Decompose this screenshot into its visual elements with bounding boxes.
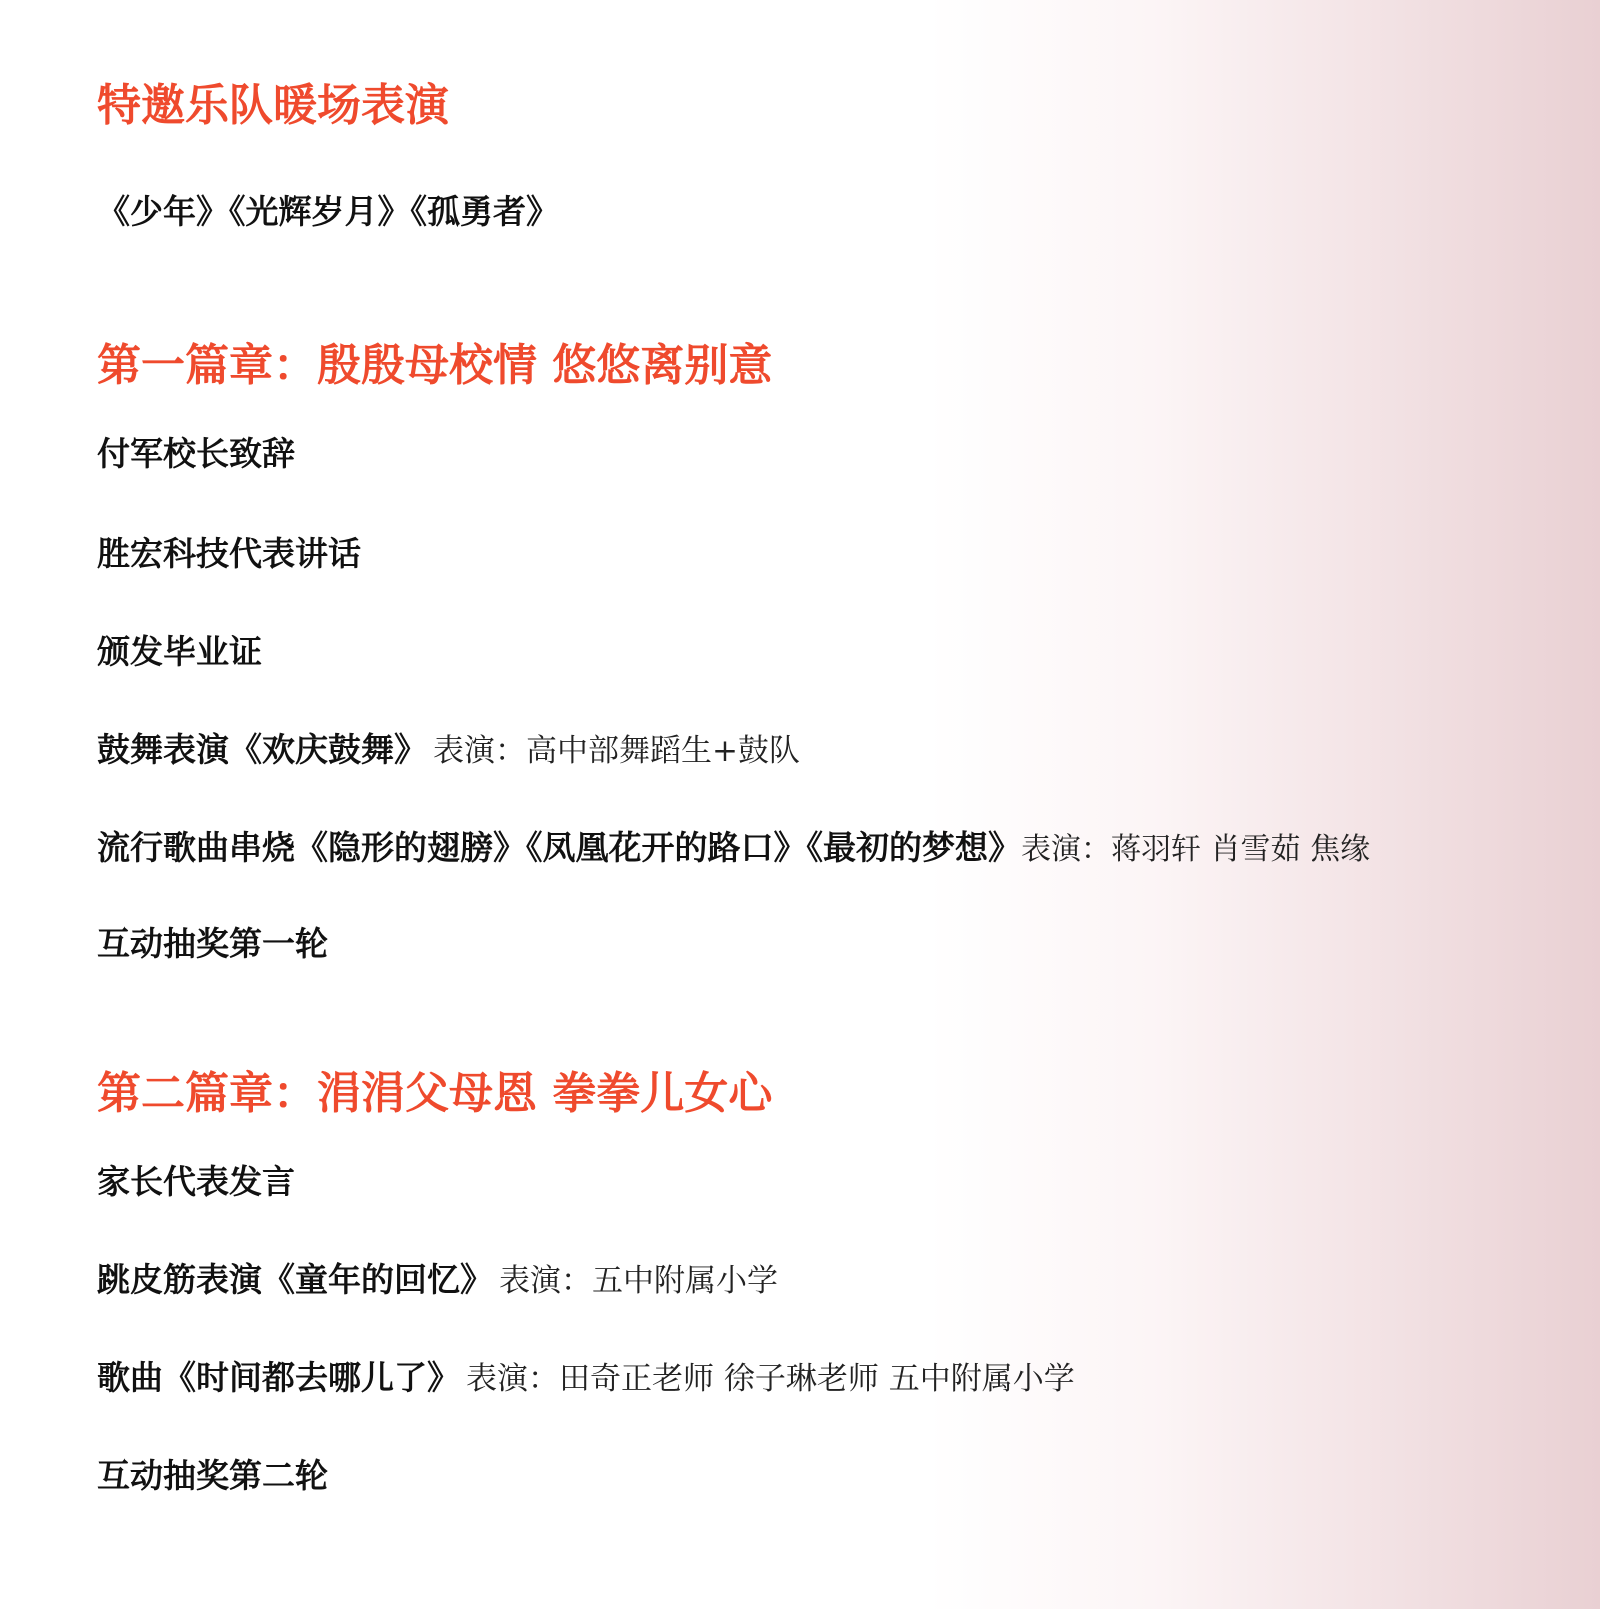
program-item-warmup-songs [97, 190, 559, 234]
program-item-parent-speech [97, 1160, 295, 1204]
program-item-company-speech [97, 532, 361, 576]
program-item-pop-medley [97, 826, 1370, 872]
program-item-performer: 表演：田奇正老师 徐子琳老师 五中附属小学 [466, 1361, 1075, 1397]
program-item-principal-speech [97, 432, 295, 476]
program-item-title: 流行歌曲串烧《隐形的翅膀》《凤凰花开的路口》《最初的梦想》 [97, 828, 1021, 867]
program-item-title: 互动抽奖第一轮 [97, 924, 328, 963]
program-item-lottery-round-one [97, 922, 328, 966]
section-heading-chapter-two: 第二篇章：涓涓父母恩 拳拳儿女心 [97, 1068, 773, 1119]
program-item-performer: 表演：五中附属小学 [499, 1263, 778, 1299]
program-item-title: 家长代表发言 [97, 1162, 295, 1201]
program-item-title: 颁发毕业证 [97, 632, 262, 671]
section-heading-chapter-one: 第一篇章：殷殷母校情 悠悠离别意 [97, 340, 773, 391]
program-item-title: 鼓舞表演《欢庆鼓舞》 [97, 730, 427, 769]
program-item-title: 胜宏科技代表讲话 [97, 534, 361, 573]
program-item-song-time [97, 1356, 1075, 1401]
program-item-title: 付军校长致辞 [97, 434, 295, 473]
program-item-title: 互动抽奖第二轮 [97, 1456, 328, 1495]
program-item-performer: 表演：高中部舞蹈生+鼓队 [433, 733, 800, 769]
section-heading-warmup: 特邀乐队暖场表演 [97, 80, 449, 131]
program-item-title: 《少年》《光辉岁月》《孤勇者》 [97, 192, 559, 231]
program-item-lottery-round-two [97, 1454, 328, 1498]
program-item-diploma [97, 630, 262, 674]
program-item-jump-rope [97, 1258, 778, 1303]
program-item-title: 跳皮筋表演《童年的回忆》 [97, 1260, 493, 1299]
program-item-drum-dance [97, 728, 800, 773]
program-item-performer: 表演：蒋羽轩 肖雪茹 焦缘 [1021, 832, 1371, 867]
program-item-title: 歌曲《时间都去哪儿了》 [97, 1358, 460, 1397]
